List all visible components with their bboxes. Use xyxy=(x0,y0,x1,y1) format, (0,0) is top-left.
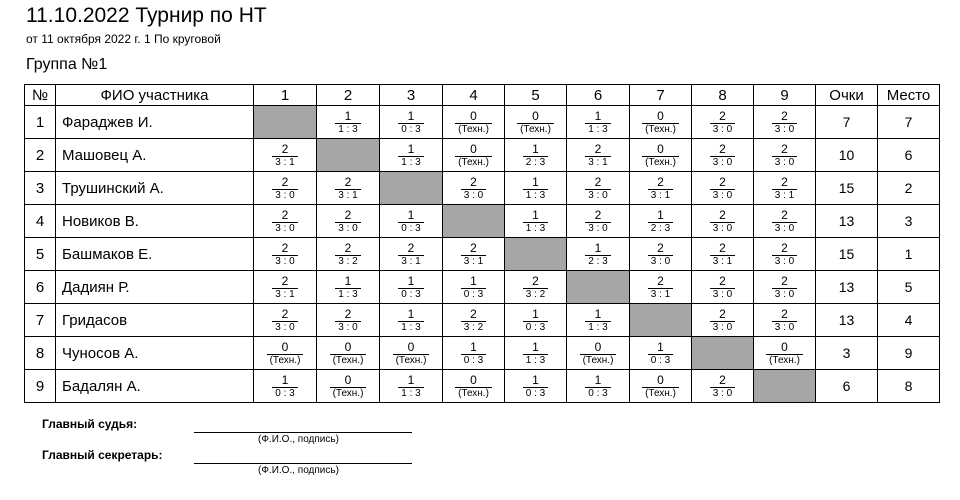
col-round-header: 5 xyxy=(505,85,567,106)
result-score: 3 : 0 xyxy=(772,156,797,169)
result-score: 1 : 3 xyxy=(398,321,423,334)
result-cell xyxy=(254,370,317,403)
result-cell xyxy=(630,106,692,139)
result-points: 2 xyxy=(781,306,788,321)
table-header-row xyxy=(25,85,940,106)
result-score: 3 : 0 xyxy=(461,189,486,202)
result-score: 0 : 3 xyxy=(648,354,673,367)
result-cell xyxy=(443,304,505,337)
col-round-header: 7 xyxy=(630,85,692,106)
result-cell xyxy=(692,238,754,271)
result-points: 2 xyxy=(719,108,726,123)
participant-number: 1 xyxy=(25,106,56,139)
result-points: 1 xyxy=(344,108,352,123)
result-score: 3 : 2 xyxy=(523,288,548,301)
result-points: 2 xyxy=(281,207,289,222)
page-subtitle: от 11 октября 2022 г. 1 По круговой xyxy=(26,32,221,46)
result-points: 2 xyxy=(657,240,664,255)
table-row xyxy=(25,271,940,304)
result-score: (Техн.) xyxy=(642,387,679,400)
result-cell xyxy=(754,205,816,238)
result-points: 1 xyxy=(594,240,602,255)
participant-name: Бадалян А. xyxy=(56,370,254,403)
result-cell xyxy=(443,139,505,172)
result-points: 1 xyxy=(470,339,477,354)
result-score: 3 : 0 xyxy=(272,189,297,202)
result-score: 1 : 3 xyxy=(398,156,423,169)
result-score: (Техн.) xyxy=(455,156,492,169)
diagonal-cell xyxy=(505,238,567,271)
result-points: 2 xyxy=(781,273,788,288)
participant-name: Новиков В. xyxy=(56,205,254,238)
result-points: 1 xyxy=(470,273,477,288)
result-cell xyxy=(380,238,443,271)
participant-number: 2 xyxy=(25,139,56,172)
result-score: 1 : 3 xyxy=(523,354,548,367)
result-cell xyxy=(254,139,317,172)
result-score: 3 : 0 xyxy=(585,222,610,235)
participant-name: Дадиян Р. xyxy=(56,271,254,304)
result-points: 2 xyxy=(281,306,289,321)
result-score: 3 : 1 xyxy=(648,288,673,301)
diagonal-cell xyxy=(254,106,317,139)
result-points: 2 xyxy=(594,207,602,222)
col-round-header: 6 xyxy=(567,85,630,106)
result-cell xyxy=(754,337,816,370)
result-cell xyxy=(567,337,630,370)
result-score: (Техн.) xyxy=(330,387,367,400)
result-score: 1 : 3 xyxy=(335,123,360,136)
result-score: 1 : 3 xyxy=(585,123,610,136)
result-score: 1 : 3 xyxy=(585,321,610,334)
result-cell xyxy=(692,304,754,337)
result-cell xyxy=(443,172,505,205)
participant-number: 7 xyxy=(25,304,56,337)
result-cell xyxy=(380,106,443,139)
result-points: 1 xyxy=(407,207,415,222)
result-score: (Техн.) xyxy=(766,354,803,367)
secretary-signature-line xyxy=(194,463,412,464)
result-cell xyxy=(630,271,692,304)
result-score: (Техн.) xyxy=(455,123,492,136)
result-cell xyxy=(317,106,380,139)
participant-place: 7 xyxy=(878,106,940,139)
result-score: 3 : 0 xyxy=(710,189,735,202)
result-cell xyxy=(692,271,754,304)
participant-points: 7 xyxy=(816,106,878,139)
table-row xyxy=(25,139,940,172)
result-points: 2 xyxy=(781,141,788,156)
result-cell xyxy=(754,238,816,271)
participant-points: 13 xyxy=(816,205,878,238)
result-cell xyxy=(754,304,816,337)
result-cell xyxy=(630,337,692,370)
result-cell xyxy=(567,304,630,337)
diagonal-cell xyxy=(317,139,380,172)
result-points: 2 xyxy=(719,372,726,387)
result-points: 2 xyxy=(344,174,352,189)
result-points: 2 xyxy=(344,240,352,255)
participant-number: 5 xyxy=(25,238,56,271)
col-round-header: 2 xyxy=(317,85,380,106)
result-cell xyxy=(254,271,317,304)
result-score: 3 : 0 xyxy=(772,255,797,268)
result-points: 2 xyxy=(344,306,352,321)
result-points: 1 xyxy=(344,273,352,288)
result-cell xyxy=(380,139,443,172)
table-row xyxy=(25,304,940,337)
result-score: 3 : 0 xyxy=(648,255,673,268)
results-table xyxy=(24,84,940,403)
result-points: 0 xyxy=(657,372,664,387)
result-score: (Техн.) xyxy=(642,156,679,169)
result-score: (Техн.) xyxy=(267,354,304,367)
result-score: 0 : 3 xyxy=(461,354,486,367)
result-points: 2 xyxy=(657,273,664,288)
result-cell xyxy=(567,370,630,403)
result-score: 0 : 3 xyxy=(523,321,548,334)
result-points: 0 xyxy=(281,339,289,354)
result-points: 2 xyxy=(281,141,289,156)
result-cell xyxy=(317,205,380,238)
result-points: 0 xyxy=(407,339,415,354)
result-cell xyxy=(505,106,567,139)
result-score: 3 : 0 xyxy=(710,156,735,169)
result-score: 0 : 3 xyxy=(523,387,548,400)
result-score: 3 : 0 xyxy=(772,288,797,301)
col-points-header: Очки xyxy=(816,85,878,106)
result-cell xyxy=(567,238,630,271)
result-points: 0 xyxy=(532,108,539,123)
participant-points: 6 xyxy=(816,370,878,403)
participant-points: 13 xyxy=(816,271,878,304)
result-points: 2 xyxy=(532,273,539,288)
result-cell xyxy=(754,139,816,172)
result-points: 0 xyxy=(344,339,352,354)
result-points: 1 xyxy=(594,306,602,321)
result-points: 1 xyxy=(532,339,539,354)
col-round-header: 4 xyxy=(443,85,505,106)
result-points: 1 xyxy=(532,207,539,222)
result-cell xyxy=(443,106,505,139)
participant-number: 8 xyxy=(25,337,56,370)
result-cell xyxy=(254,172,317,205)
result-points: 2 xyxy=(594,141,602,156)
participant-place: 6 xyxy=(878,139,940,172)
diagonal-cell xyxy=(380,172,443,205)
result-cell xyxy=(443,337,505,370)
result-points: 1 xyxy=(532,174,539,189)
table-row xyxy=(25,205,940,238)
result-points: 1 xyxy=(532,372,539,387)
result-points: 2 xyxy=(719,174,726,189)
result-cell xyxy=(692,205,754,238)
col-round-header: 3 xyxy=(380,85,443,106)
result-score: 3 : 0 xyxy=(710,387,735,400)
result-points: 1 xyxy=(407,273,415,288)
result-cell xyxy=(443,370,505,403)
result-points: 1 xyxy=(594,108,602,123)
participant-number: 4 xyxy=(25,205,56,238)
result-cell xyxy=(692,172,754,205)
result-cell xyxy=(692,370,754,403)
result-points: 0 xyxy=(657,108,664,123)
col-num-header: № xyxy=(25,85,56,106)
result-cell xyxy=(567,172,630,205)
result-cell xyxy=(754,172,816,205)
result-score: (Техн.) xyxy=(642,123,679,136)
result-score: 0 : 3 xyxy=(398,288,423,301)
result-points: 1 xyxy=(532,141,539,156)
participant-number: 6 xyxy=(25,271,56,304)
result-score: 0 : 3 xyxy=(398,123,423,136)
result-cell xyxy=(254,238,317,271)
participant-place: 5 xyxy=(878,271,940,304)
col-round-header: 1 xyxy=(254,85,317,106)
result-cell xyxy=(505,271,567,304)
result-cell xyxy=(567,205,630,238)
result-score: 3 : 2 xyxy=(335,255,360,268)
result-cell xyxy=(254,205,317,238)
result-score: 3 : 1 xyxy=(272,288,297,301)
result-score: 3 : 0 xyxy=(272,321,297,334)
participant-name: Гридасов xyxy=(56,304,254,337)
result-cell xyxy=(317,337,380,370)
result-cell xyxy=(443,238,505,271)
result-points: 2 xyxy=(281,273,289,288)
result-points: 2 xyxy=(781,240,788,255)
participant-name: Чуносов А. xyxy=(56,337,254,370)
participant-place: 4 xyxy=(878,304,940,337)
result-cell xyxy=(692,139,754,172)
result-score: 3 : 1 xyxy=(335,189,360,202)
result-score: 3 : 0 xyxy=(272,255,297,268)
diagonal-cell xyxy=(567,271,630,304)
result-points: 0 xyxy=(470,141,477,156)
participant-points: 15 xyxy=(816,172,878,205)
table-row xyxy=(25,337,940,370)
result-cell xyxy=(380,304,443,337)
participant-name: Фараджев И. xyxy=(56,106,254,139)
participant-place: 2 xyxy=(878,172,940,205)
result-score: 3 : 0 xyxy=(710,321,735,334)
result-points: 0 xyxy=(470,108,477,123)
participant-name: Башмаков Е. xyxy=(56,238,254,271)
participant-points: 15 xyxy=(816,238,878,271)
result-points: 2 xyxy=(344,207,352,222)
participant-points: 13 xyxy=(816,304,878,337)
result-score: 3 : 0 xyxy=(335,321,360,334)
result-points: 0 xyxy=(344,372,352,387)
result-points: 2 xyxy=(719,141,726,156)
result-points: 2 xyxy=(719,207,726,222)
result-score: 3 : 1 xyxy=(648,189,673,202)
result-score: 2 : 3 xyxy=(585,255,610,268)
participant-number: 3 xyxy=(25,172,56,205)
group-title: Группа №1 xyxy=(26,56,108,73)
result-cell xyxy=(380,205,443,238)
result-points: 1 xyxy=(407,108,415,123)
participant-place: 8 xyxy=(878,370,940,403)
table-row xyxy=(25,106,940,139)
result-score: 3 : 0 xyxy=(272,222,297,235)
judge-hint: (Ф.И.О., подпись) xyxy=(258,434,339,445)
table-row xyxy=(25,370,940,403)
result-score: (Техн.) xyxy=(517,123,554,136)
result-cell xyxy=(317,304,380,337)
result-score: (Техн.) xyxy=(455,387,492,400)
result-score: 1 : 3 xyxy=(523,189,548,202)
result-cell xyxy=(630,205,692,238)
result-score: 3 : 1 xyxy=(710,255,735,268)
participant-place: 3 xyxy=(878,205,940,238)
participant-place: 1 xyxy=(878,238,940,271)
result-cell xyxy=(630,139,692,172)
col-name-header: ФИО участника xyxy=(56,85,254,106)
result-cell xyxy=(254,304,317,337)
participant-points: 3 xyxy=(816,337,878,370)
judge-label: Главный судья: xyxy=(42,417,138,431)
result-points: 1 xyxy=(532,306,539,321)
result-points: 1 xyxy=(657,339,664,354)
result-points: 2 xyxy=(281,174,289,189)
result-score: 3 : 1 xyxy=(772,189,797,202)
result-score: (Техн.) xyxy=(393,354,430,367)
result-points: 1 xyxy=(407,306,415,321)
result-points: 1 xyxy=(657,207,664,222)
result-points: 0 xyxy=(781,339,788,354)
result-score: 3 : 0 xyxy=(772,321,797,334)
result-score: 0 : 3 xyxy=(398,222,423,235)
result-cell xyxy=(254,337,317,370)
diagonal-cell xyxy=(754,370,816,403)
result-score: 3 : 0 xyxy=(710,123,735,136)
result-points: 2 xyxy=(781,174,788,189)
participant-place: 9 xyxy=(878,337,940,370)
result-cell xyxy=(317,271,380,304)
result-points: 1 xyxy=(281,372,289,387)
diagonal-cell xyxy=(630,304,692,337)
result-cell xyxy=(567,139,630,172)
secretary-hint: (Ф.И.О., подпись) xyxy=(258,465,339,476)
result-cell xyxy=(630,370,692,403)
result-cell xyxy=(505,304,567,337)
result-cell xyxy=(317,238,380,271)
result-points: 2 xyxy=(281,240,289,255)
participant-number: 9 xyxy=(25,370,56,403)
result-cell xyxy=(505,337,567,370)
result-score: 3 : 0 xyxy=(772,222,797,235)
result-cell xyxy=(754,106,816,139)
table-row xyxy=(25,238,940,271)
result-score: 1 : 3 xyxy=(523,222,548,235)
result-score: 3 : 1 xyxy=(398,255,423,268)
result-score: 2 : 3 xyxy=(523,156,548,169)
result-score: (Техн.) xyxy=(330,354,367,367)
judge-signature-line xyxy=(194,432,412,433)
result-score: 3 : 0 xyxy=(335,222,360,235)
result-score: 1 : 3 xyxy=(335,288,360,301)
result-points: 2 xyxy=(407,240,415,255)
result-points: 1 xyxy=(407,141,415,156)
result-points: 0 xyxy=(594,339,602,354)
result-cell xyxy=(317,370,380,403)
result-score: 3 : 0 xyxy=(585,189,610,202)
result-score: 3 : 1 xyxy=(461,255,486,268)
result-score: 3 : 0 xyxy=(772,123,797,136)
result-cell xyxy=(567,106,630,139)
result-cell xyxy=(630,238,692,271)
result-points: 2 xyxy=(470,174,477,189)
result-points: 2 xyxy=(657,174,664,189)
col-round-header: 8 xyxy=(692,85,754,106)
secretary-label: Главный секретарь: xyxy=(42,448,163,462)
diagonal-cell xyxy=(692,337,754,370)
table-row xyxy=(25,172,940,205)
result-cell xyxy=(630,172,692,205)
participant-name: Машовец А. xyxy=(56,139,254,172)
result-points: 2 xyxy=(470,240,477,255)
result-score: 1 : 3 xyxy=(398,387,423,400)
col-round-header: 9 xyxy=(754,85,816,106)
result-score: (Техн.) xyxy=(580,354,617,367)
participant-name: Трушинский А. xyxy=(56,172,254,205)
result-points: 0 xyxy=(470,372,477,387)
participant-points: 10 xyxy=(816,139,878,172)
result-cell xyxy=(505,205,567,238)
result-cell xyxy=(692,106,754,139)
result-points: 2 xyxy=(719,240,726,255)
result-score: 0 : 3 xyxy=(272,387,297,400)
result-score: 3 : 1 xyxy=(585,156,610,169)
result-score: 3 : 0 xyxy=(710,288,735,301)
result-points: 2 xyxy=(781,108,788,123)
result-score: 3 : 0 xyxy=(710,222,735,235)
result-points: 2 xyxy=(470,306,477,321)
result-cell xyxy=(380,271,443,304)
result-points: 2 xyxy=(719,306,726,321)
result-score: 3 : 2 xyxy=(461,321,486,334)
result-score: 0 : 3 xyxy=(461,288,486,301)
page-title: 11.10.2022 Турнир по НТ xyxy=(26,4,267,27)
col-place-header: Место xyxy=(878,85,940,106)
result-cell xyxy=(505,139,567,172)
result-cell xyxy=(505,370,567,403)
result-score: 3 : 1 xyxy=(272,156,297,169)
result-points: 2 xyxy=(781,207,788,222)
diagonal-cell xyxy=(443,205,505,238)
result-points: 1 xyxy=(407,372,415,387)
result-points: 2 xyxy=(594,174,602,189)
result-score: 2 : 3 xyxy=(648,222,673,235)
result-points: 0 xyxy=(657,141,664,156)
result-points: 1 xyxy=(594,372,602,387)
result-points: 2 xyxy=(719,273,726,288)
result-cell xyxy=(380,370,443,403)
result-cell xyxy=(380,337,443,370)
result-cell xyxy=(754,271,816,304)
result-cell xyxy=(505,172,567,205)
result-cell xyxy=(317,172,380,205)
result-cell xyxy=(443,271,505,304)
result-score: 0 : 3 xyxy=(585,387,610,400)
